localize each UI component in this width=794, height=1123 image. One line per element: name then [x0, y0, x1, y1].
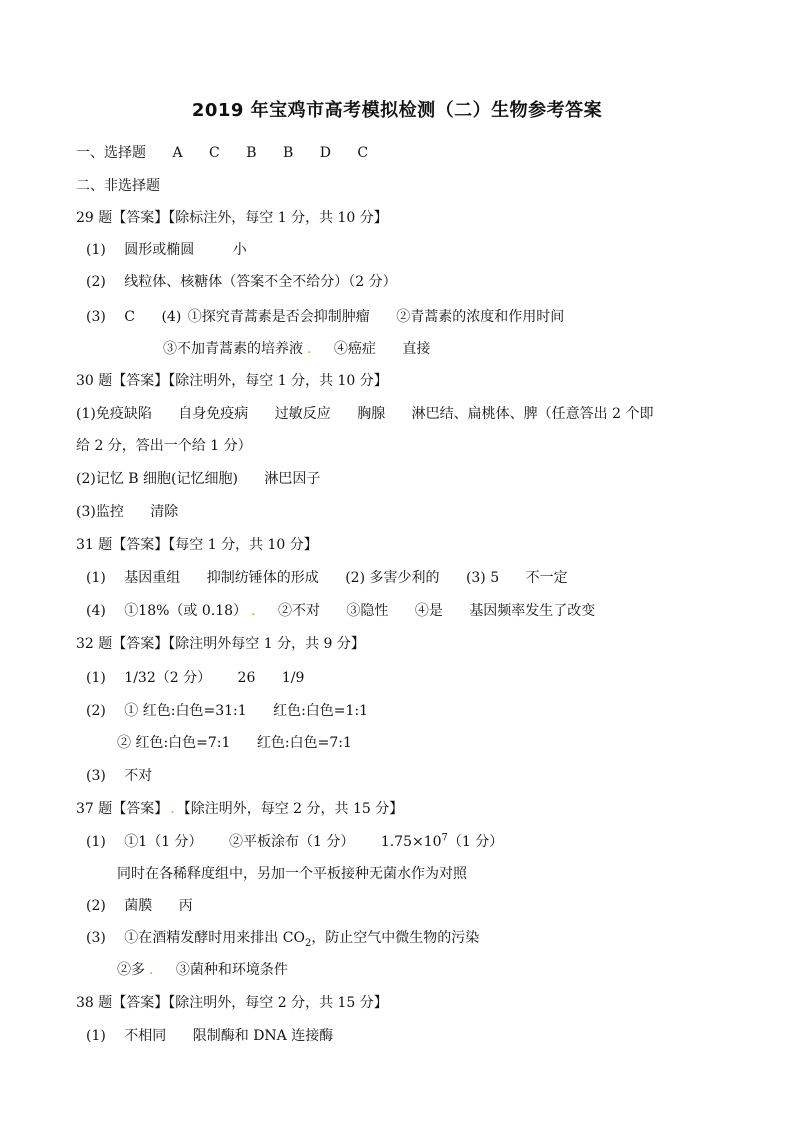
q32-line-4: (3) 不对 — [86, 768, 153, 784]
q29-line-1: (1) 圆形或椭圆 小 — [86, 242, 247, 258]
choice-answer: B — [246, 145, 257, 161]
q30-line-4: (3)监控 清除 — [76, 504, 179, 520]
q37-header: 37 题【答案】 . 【除注明外，每空 2 分，共 15 分】 — [76, 801, 404, 817]
q31-line-1: (1) 基因重组 抑制纺锤体的形成 (2) 多害少利的 (3) 5 不一定 — [86, 570, 568, 586]
q32-line-1: (1) 1/32（2 分） 26 1/9 — [86, 670, 305, 686]
choice-answer: B — [282, 145, 294, 161]
q37-line-1: (1) ①1（1 分） ②平板涂布（1 分） $1.75\times 10^7(1$ 分） — [86, 832, 504, 850]
section-label: 一、选择题 — [76, 145, 146, 161]
q30-line-1: (1)免疫缺陷 自身免疫病 过敏反应 胸腺 淋巴结、扁桃体、脾（任意答出 2 个即 — [76, 406, 654, 422]
q29-line-4: ③不加青蒿素的培养液 . ④癌症 直接 — [163, 341, 431, 357]
choice-answer: C — [209, 145, 220, 161]
q30-header: 30 题【答案】【除注明外，每空 1 分，共 10 分】 — [76, 373, 388, 389]
q30-line-3: (2)记忆 B 细胞(记忆细胞) 淋巴因子 — [76, 471, 321, 487]
q32-line-3: ② 红色:白色=7:1 红色:白色=7:1 — [117, 735, 352, 751]
choice-answer: A — [172, 145, 183, 161]
section-nonchoice-label: 二、非选择题 — [76, 178, 160, 194]
q31-header: 31 题【答案】【每空 1 分，共 10 分】 — [76, 537, 318, 553]
q38-line-1: (1) 不相同 限制酶和 DNA 连接酶 — [86, 1028, 334, 1044]
q37-line-3: (2) 菌膜 丙 — [86, 898, 193, 914]
choice-answer: D — [319, 145, 331, 161]
q32-line-2: (2) ① 红色:白色=31:1 红色:白色=1:1 — [86, 703, 369, 719]
q38-header: 38 题【答案】【除注明外，每空 2 分，共 15 分】 — [76, 995, 388, 1011]
section-choice — [76, 143, 390, 163]
q37-line-2: 同时在各稀释度组中，另加一个平板接种无菌水作为对照 — [117, 866, 467, 882]
q31-line-2: (4) ①18%（或 0.18） . ②不对 ③隐性 ④是 基因频率发生了改变 — [86, 603, 596, 619]
q30-line-2: 给 2 分，答出一个给 1 分） — [76, 438, 252, 454]
q29-header: 29 题【答案】【除标注外，每空 1 分，共 10 分】 — [76, 210, 388, 226]
q37-line-5: ②多 . ③菌种和环境条件 — [117, 962, 288, 978]
choice-answer: C — [357, 145, 369, 161]
q37-line-4: (3) ①在酒精发酵时用来排出 $CO_2$，防止空气中微生物的污染 — [86, 930, 480, 949]
q29-line-3: (3) C (4) ①探究青蒿素是否会抑制肿瘤 ②青蒿素的浓度和作用时间 — [86, 309, 565, 325]
q29-line-2: (2) 线粒体、核糖体（答案不全不给分）（2 分） — [86, 274, 397, 290]
page-title: 2019 年宝鸡市高考模拟检测（二）生物参考答案 — [191, 100, 603, 121]
q32-header: 32 题【答案】【除注明外每空 1 分，共 9 分】 — [76, 636, 365, 652]
